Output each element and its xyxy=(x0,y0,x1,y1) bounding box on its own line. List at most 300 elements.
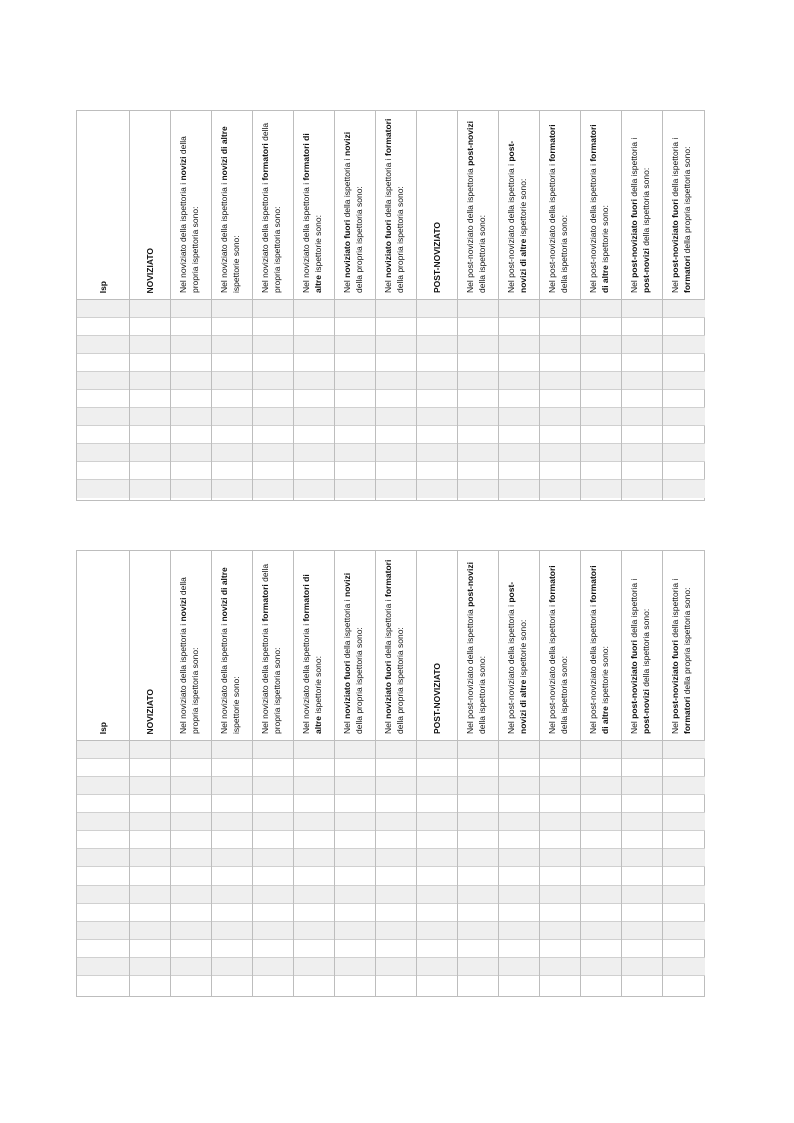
table-cell[interactable] xyxy=(253,867,293,885)
table-cell[interactable] xyxy=(294,741,334,759)
table-cell[interactable] xyxy=(376,940,416,958)
table-cell[interactable] xyxy=(376,426,416,444)
table-cell[interactable] xyxy=(294,300,334,318)
table-cell[interactable] xyxy=(335,408,375,426)
table-cell[interactable] xyxy=(376,867,416,885)
table-cell[interactable] xyxy=(458,886,498,904)
table-cell[interactable] xyxy=(77,759,129,777)
table-cell[interactable] xyxy=(458,867,498,885)
table-cell[interactable] xyxy=(171,886,211,904)
table-cell[interactable] xyxy=(294,426,334,444)
table-cell[interactable] xyxy=(212,759,252,777)
table-cell[interactable] xyxy=(130,795,170,813)
table-cell[interactable] xyxy=(130,300,170,318)
table-cell[interactable] xyxy=(130,390,170,408)
table-cell[interactable] xyxy=(130,940,170,958)
table-cell[interactable] xyxy=(622,867,662,885)
table-cell[interactable] xyxy=(130,408,170,426)
table-cell[interactable] xyxy=(171,426,211,444)
table-cell[interactable] xyxy=(417,813,457,831)
table-cell[interactable] xyxy=(581,922,621,940)
table-cell[interactable] xyxy=(77,390,129,408)
table-cell[interactable] xyxy=(622,354,662,372)
table-cell[interactable] xyxy=(77,795,129,813)
table-cell[interactable] xyxy=(294,795,334,813)
table-cell[interactable] xyxy=(130,426,170,444)
table-cell[interactable] xyxy=(540,976,580,994)
table-cell[interactable] xyxy=(622,741,662,759)
table-cell[interactable] xyxy=(499,462,539,480)
table-cell[interactable] xyxy=(212,741,252,759)
table-cell[interactable] xyxy=(130,336,170,354)
table-cell[interactable] xyxy=(458,426,498,444)
table-cell[interactable] xyxy=(212,462,252,480)
table-cell[interactable] xyxy=(581,480,621,498)
table-cell[interactable] xyxy=(253,336,293,354)
table-cell[interactable] xyxy=(376,336,416,354)
table-cell[interactable] xyxy=(130,318,170,336)
table-cell[interactable] xyxy=(540,831,580,849)
table-cell[interactable] xyxy=(663,922,705,940)
table-cell[interactable] xyxy=(212,444,252,462)
table-cell[interactable] xyxy=(499,354,539,372)
table-cell[interactable] xyxy=(581,867,621,885)
table-cell[interactable] xyxy=(335,795,375,813)
table-cell[interactable] xyxy=(376,831,416,849)
table-cell[interactable] xyxy=(663,372,705,390)
table-cell[interactable] xyxy=(130,480,170,498)
table-cell[interactable] xyxy=(581,372,621,390)
table-cell[interactable] xyxy=(77,777,129,795)
table-cell[interactable] xyxy=(540,922,580,940)
table-cell[interactable] xyxy=(335,904,375,922)
table-cell[interactable] xyxy=(540,940,580,958)
table-cell[interactable] xyxy=(171,462,211,480)
table-cell[interactable] xyxy=(540,886,580,904)
table-cell[interactable] xyxy=(499,867,539,885)
table-cell[interactable] xyxy=(77,922,129,940)
table-cell[interactable] xyxy=(540,777,580,795)
table-cell[interactable] xyxy=(499,390,539,408)
table-cell[interactable] xyxy=(540,759,580,777)
table-cell[interactable] xyxy=(130,759,170,777)
table-cell[interactable] xyxy=(294,777,334,795)
table-cell[interactable] xyxy=(663,300,705,318)
table-cell[interactable] xyxy=(458,831,498,849)
table-cell[interactable] xyxy=(663,759,705,777)
table-cell[interactable] xyxy=(376,372,416,390)
table-cell[interactable] xyxy=(77,444,129,462)
table-cell[interactable] xyxy=(130,444,170,462)
table-cell[interactable] xyxy=(171,976,211,994)
table-cell[interactable] xyxy=(622,426,662,444)
table-cell[interactable] xyxy=(581,813,621,831)
table-cell[interactable] xyxy=(499,372,539,390)
table-cell[interactable] xyxy=(622,408,662,426)
table-cell[interactable] xyxy=(417,336,457,354)
table-cell[interactable] xyxy=(663,795,705,813)
table-cell[interactable] xyxy=(212,354,252,372)
table-cell[interactable] xyxy=(253,831,293,849)
table-cell[interactable] xyxy=(130,462,170,480)
table-cell[interactable] xyxy=(130,813,170,831)
table-cell[interactable] xyxy=(540,795,580,813)
table-cell[interactable] xyxy=(171,958,211,976)
table-cell[interactable] xyxy=(663,390,705,408)
table-cell[interactable] xyxy=(622,480,662,498)
table-cell[interactable] xyxy=(294,940,334,958)
table-cell[interactable] xyxy=(622,976,662,994)
table-cell[interactable] xyxy=(171,336,211,354)
table-cell[interactable] xyxy=(253,372,293,390)
table-cell[interactable] xyxy=(581,300,621,318)
table-cell[interactable] xyxy=(294,444,334,462)
table-cell[interactable] xyxy=(171,741,211,759)
table-cell[interactable] xyxy=(77,886,129,904)
table-cell[interactable] xyxy=(499,795,539,813)
table-cell[interactable] xyxy=(253,318,293,336)
table-cell[interactable] xyxy=(77,480,129,498)
table-cell[interactable] xyxy=(212,831,252,849)
table-cell[interactable] xyxy=(335,390,375,408)
table-cell[interactable] xyxy=(212,480,252,498)
table-cell[interactable] xyxy=(458,480,498,498)
table-cell[interactable] xyxy=(499,444,539,462)
table-cell[interactable] xyxy=(130,904,170,922)
table-cell[interactable] xyxy=(622,444,662,462)
table-cell[interactable] xyxy=(335,813,375,831)
table-cell[interactable] xyxy=(77,831,129,849)
table-cell[interactable] xyxy=(294,904,334,922)
table-cell[interactable] xyxy=(663,976,705,994)
table-cell[interactable] xyxy=(253,354,293,372)
table-cell[interactable] xyxy=(253,813,293,831)
table-cell[interactable] xyxy=(540,867,580,885)
table-cell[interactable] xyxy=(376,354,416,372)
table-cell[interactable] xyxy=(663,886,705,904)
table-cell[interactable] xyxy=(499,480,539,498)
table-cell[interactable] xyxy=(417,462,457,480)
table-cell[interactable] xyxy=(253,795,293,813)
table-cell[interactable] xyxy=(622,759,662,777)
table-cell[interactable] xyxy=(458,318,498,336)
table-cell[interactable] xyxy=(335,480,375,498)
table-cell[interactable] xyxy=(458,904,498,922)
table-cell[interactable] xyxy=(253,462,293,480)
table-cell[interactable] xyxy=(376,408,416,426)
table-cell[interactable] xyxy=(540,318,580,336)
table-cell[interactable] xyxy=(458,795,498,813)
table-cell[interactable] xyxy=(171,940,211,958)
table-cell[interactable] xyxy=(417,480,457,498)
table-cell[interactable] xyxy=(581,777,621,795)
table-cell[interactable] xyxy=(171,759,211,777)
table-cell[interactable] xyxy=(171,408,211,426)
table-cell[interactable] xyxy=(335,849,375,867)
table-cell[interactable] xyxy=(663,444,705,462)
table-cell[interactable] xyxy=(335,426,375,444)
table-cell[interactable] xyxy=(417,777,457,795)
table-cell[interactable] xyxy=(417,849,457,867)
table-cell[interactable] xyxy=(417,408,457,426)
table-cell[interactable] xyxy=(171,480,211,498)
table-cell[interactable] xyxy=(171,444,211,462)
table-cell[interactable] xyxy=(540,462,580,480)
table-cell[interactable] xyxy=(540,813,580,831)
table-cell[interactable] xyxy=(335,958,375,976)
table-cell[interactable] xyxy=(77,958,129,976)
table-cell[interactable] xyxy=(417,300,457,318)
table-cell[interactable] xyxy=(458,777,498,795)
table-cell[interactable] xyxy=(130,849,170,867)
table-cell[interactable] xyxy=(458,336,498,354)
table-cell[interactable] xyxy=(663,462,705,480)
table-cell[interactable] xyxy=(77,849,129,867)
table-cell[interactable] xyxy=(458,408,498,426)
table-cell[interactable] xyxy=(376,976,416,994)
table-cell[interactable] xyxy=(130,958,170,976)
table-cell[interactable] xyxy=(294,372,334,390)
table-cell[interactable] xyxy=(253,444,293,462)
table-cell[interactable] xyxy=(581,354,621,372)
table-cell[interactable] xyxy=(581,408,621,426)
table-cell[interactable] xyxy=(581,795,621,813)
table-cell[interactable] xyxy=(253,741,293,759)
table-cell[interactable] xyxy=(663,408,705,426)
table-cell[interactable] xyxy=(581,849,621,867)
table-cell[interactable] xyxy=(77,318,129,336)
table-cell[interactable] xyxy=(622,958,662,976)
table-cell[interactable] xyxy=(212,976,252,994)
table-cell[interactable] xyxy=(499,904,539,922)
table-cell[interactable] xyxy=(294,354,334,372)
table-cell[interactable] xyxy=(540,904,580,922)
table-cell[interactable] xyxy=(253,300,293,318)
table-cell[interactable] xyxy=(212,904,252,922)
table-cell[interactable] xyxy=(581,741,621,759)
table-cell[interactable] xyxy=(622,886,662,904)
table-cell[interactable] xyxy=(171,777,211,795)
table-cell[interactable] xyxy=(376,795,416,813)
table-cell[interactable] xyxy=(499,922,539,940)
table-cell[interactable] xyxy=(335,831,375,849)
table-cell[interactable] xyxy=(130,741,170,759)
table-cell[interactable] xyxy=(458,741,498,759)
table-cell[interactable] xyxy=(417,904,457,922)
table-cell[interactable] xyxy=(376,444,416,462)
table-cell[interactable] xyxy=(499,426,539,444)
table-cell[interactable] xyxy=(294,976,334,994)
table-cell[interactable] xyxy=(130,777,170,795)
table-cell[interactable] xyxy=(540,354,580,372)
table-cell[interactable] xyxy=(335,759,375,777)
table-cell[interactable] xyxy=(212,886,252,904)
table-cell[interactable] xyxy=(294,831,334,849)
table-cell[interactable] xyxy=(171,831,211,849)
table-cell[interactable] xyxy=(540,849,580,867)
table-cell[interactable] xyxy=(212,372,252,390)
table-cell[interactable] xyxy=(335,318,375,336)
table-cell[interactable] xyxy=(335,462,375,480)
table-cell[interactable] xyxy=(376,759,416,777)
table-cell[interactable] xyxy=(417,886,457,904)
table-cell[interactable] xyxy=(540,480,580,498)
table-cell[interactable] xyxy=(499,777,539,795)
table-cell[interactable] xyxy=(130,372,170,390)
table-cell[interactable] xyxy=(417,958,457,976)
table-cell[interactable] xyxy=(417,831,457,849)
table-cell[interactable] xyxy=(77,426,129,444)
table-cell[interactable] xyxy=(212,390,252,408)
table-cell[interactable] xyxy=(499,813,539,831)
table-cell[interactable] xyxy=(376,922,416,940)
table-cell[interactable] xyxy=(376,777,416,795)
table-cell[interactable] xyxy=(417,741,457,759)
table-cell[interactable] xyxy=(417,795,457,813)
table-cell[interactable] xyxy=(622,849,662,867)
table-cell[interactable] xyxy=(171,849,211,867)
table-cell[interactable] xyxy=(622,462,662,480)
table-cell[interactable] xyxy=(171,904,211,922)
table-cell[interactable] xyxy=(253,849,293,867)
table-cell[interactable] xyxy=(335,922,375,940)
table-cell[interactable] xyxy=(663,426,705,444)
table-cell[interactable] xyxy=(540,741,580,759)
table-cell[interactable] xyxy=(376,300,416,318)
table-cell[interactable] xyxy=(622,300,662,318)
table-cell[interactable] xyxy=(663,867,705,885)
table-cell[interactable] xyxy=(294,480,334,498)
table-cell[interactable] xyxy=(622,940,662,958)
table-cell[interactable] xyxy=(77,300,129,318)
table-cell[interactable] xyxy=(581,886,621,904)
table-cell[interactable] xyxy=(77,904,129,922)
table-cell[interactable] xyxy=(335,372,375,390)
table-cell[interactable] xyxy=(663,354,705,372)
table-cell[interactable] xyxy=(335,940,375,958)
table-cell[interactable] xyxy=(622,777,662,795)
table-cell[interactable] xyxy=(417,372,457,390)
table-cell[interactable] xyxy=(253,940,293,958)
table-cell[interactable] xyxy=(253,922,293,940)
table-cell[interactable] xyxy=(663,904,705,922)
table-cell[interactable] xyxy=(663,318,705,336)
table-cell[interactable] xyxy=(458,372,498,390)
table-cell[interactable] xyxy=(663,777,705,795)
table-cell[interactable] xyxy=(171,922,211,940)
table-cell[interactable] xyxy=(253,777,293,795)
table-cell[interactable] xyxy=(376,849,416,867)
table-cell[interactable] xyxy=(458,444,498,462)
table-cell[interactable] xyxy=(130,831,170,849)
table-cell[interactable] xyxy=(171,372,211,390)
table-cell[interactable] xyxy=(622,904,662,922)
table-cell[interactable] xyxy=(458,759,498,777)
table-cell[interactable] xyxy=(253,480,293,498)
table-cell[interactable] xyxy=(663,813,705,831)
table-cell[interactable] xyxy=(622,318,662,336)
table-cell[interactable] xyxy=(294,462,334,480)
table-cell[interactable] xyxy=(335,867,375,885)
table-cell[interactable] xyxy=(581,976,621,994)
table-cell[interactable] xyxy=(417,976,457,994)
table-cell[interactable] xyxy=(376,480,416,498)
table-cell[interactable] xyxy=(499,741,539,759)
table-cell[interactable] xyxy=(77,354,129,372)
table-cell[interactable] xyxy=(212,426,252,444)
table-cell[interactable] xyxy=(581,958,621,976)
table-cell[interactable] xyxy=(663,480,705,498)
table-cell[interactable] xyxy=(458,300,498,318)
table-cell[interactable] xyxy=(622,336,662,354)
table-cell[interactable] xyxy=(458,922,498,940)
table-cell[interactable] xyxy=(253,426,293,444)
table-cell[interactable] xyxy=(335,886,375,904)
table-cell[interactable] xyxy=(581,390,621,408)
table-cell[interactable] xyxy=(171,795,211,813)
table-cell[interactable] xyxy=(253,958,293,976)
table-cell[interactable] xyxy=(581,831,621,849)
table-cell[interactable] xyxy=(622,390,662,408)
table-cell[interactable] xyxy=(171,813,211,831)
table-cell[interactable] xyxy=(294,390,334,408)
table-cell[interactable] xyxy=(130,354,170,372)
table-cell[interactable] xyxy=(77,462,129,480)
table-cell[interactable] xyxy=(499,408,539,426)
table-cell[interactable] xyxy=(499,318,539,336)
table-cell[interactable] xyxy=(540,390,580,408)
table-cell[interactable] xyxy=(622,831,662,849)
table-cell[interactable] xyxy=(417,759,457,777)
table-cell[interactable] xyxy=(212,777,252,795)
table-cell[interactable] xyxy=(294,886,334,904)
table-cell[interactable] xyxy=(458,958,498,976)
table-cell[interactable] xyxy=(294,922,334,940)
table-cell[interactable] xyxy=(212,408,252,426)
table-cell[interactable] xyxy=(376,390,416,408)
table-cell[interactable] xyxy=(540,336,580,354)
table-cell[interactable] xyxy=(376,813,416,831)
table-cell[interactable] xyxy=(253,759,293,777)
table-cell[interactable] xyxy=(253,390,293,408)
table-cell[interactable] xyxy=(458,462,498,480)
table-cell[interactable] xyxy=(335,336,375,354)
table-cell[interactable] xyxy=(253,976,293,994)
table-cell[interactable] xyxy=(294,759,334,777)
table-cell[interactable] xyxy=(294,849,334,867)
table-cell[interactable] xyxy=(540,408,580,426)
table-cell[interactable] xyxy=(417,940,457,958)
table-cell[interactable] xyxy=(499,958,539,976)
table-cell[interactable] xyxy=(499,976,539,994)
table-cell[interactable] xyxy=(581,336,621,354)
table-cell[interactable] xyxy=(335,444,375,462)
table-cell[interactable] xyxy=(458,354,498,372)
table-cell[interactable] xyxy=(294,813,334,831)
table-cell[interactable] xyxy=(458,976,498,994)
table-cell[interactable] xyxy=(663,940,705,958)
table-cell[interactable] xyxy=(253,408,293,426)
table-cell[interactable] xyxy=(77,336,129,354)
table-cell[interactable] xyxy=(376,904,416,922)
table-cell[interactable] xyxy=(212,958,252,976)
table-cell[interactable] xyxy=(458,849,498,867)
table-cell[interactable] xyxy=(294,867,334,885)
table-cell[interactable] xyxy=(540,958,580,976)
table-cell[interactable] xyxy=(581,444,621,462)
table-cell[interactable] xyxy=(581,426,621,444)
table-cell[interactable] xyxy=(294,958,334,976)
